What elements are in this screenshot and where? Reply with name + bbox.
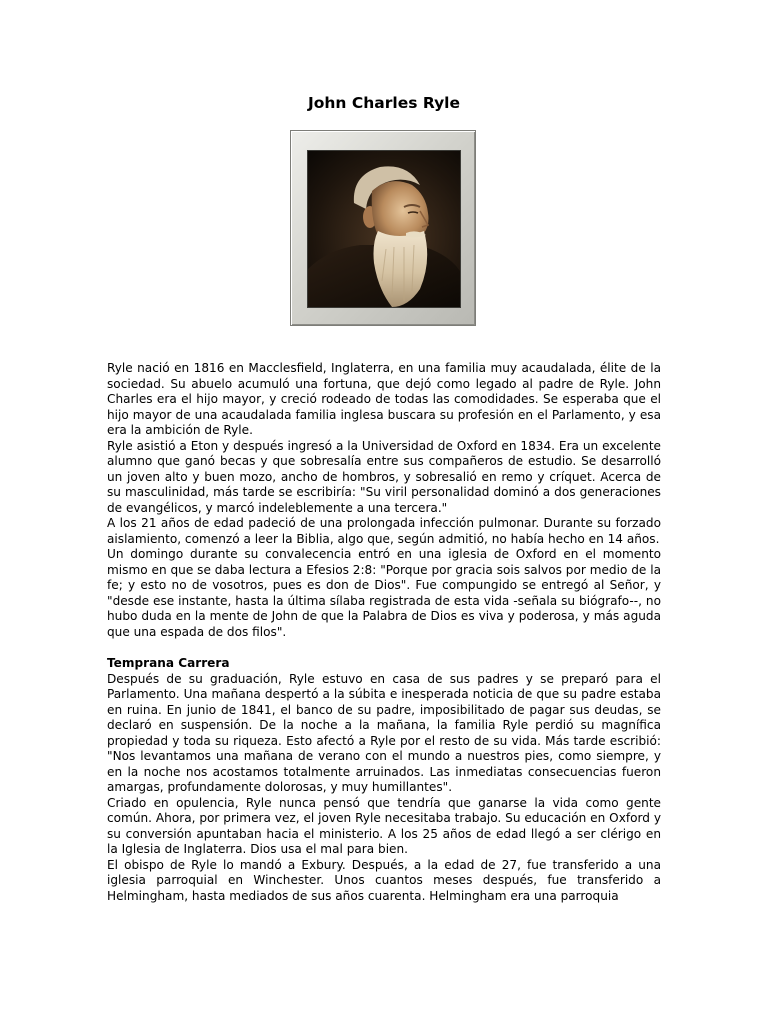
portrait-photo: [308, 151, 460, 307]
page-title: John Charles Ryle: [307, 94, 460, 112]
portrait-illustration: [308, 151, 460, 307]
section-heading: Temprana Carrera: [107, 656, 230, 670]
document-body: [107, 361, 661, 904]
paragraph-section-1: Después de su graduación, Ryle estuvo en casa de sus padres y se preparó para el Parlamento. Una mañana despertó a la súbita e inesperada noticia de que su padre estaba en ruina. En junio de 1841, el banco de su padre, imposibilitado de pagar sus deudas, se declaró en suspensión. De la noche a la mañana, la familia Ryle perdió su magnífica propiedad y toda su riqueza. Esto afectó a Ryle por el resto de su vida. Más tarde escribió: "Nos levantamos una mañana de verano con el mundo a nuestros pies, como siempre, y en la noche nos acostamos totalmente arruinados. Las inmediatas consecuencias fueron amargas, profundamente dolorosas, y muy humillantes".: [107, 671, 661, 794]
paragraph-section-2: Criado en opulencia, Ryle nunca pensó que tendría que ganarse la vida como gente común. Ahora, por primera vez, el joven Ryle necesitaba trabajo. Su educación en Oxford y su conversión apuntaban hacia el ministerio. A los 25 años de edad llegó a ser clérigo en la Iglesia de Inglaterra. Dios usa el mal para bien.: [107, 795, 661, 856]
portrait-frame: [290, 130, 476, 326]
paragraph-intro-4: Un domingo durante su convalecencia entró en una iglesia de Oxford en el momento mismo en que se daba lectura a Efesios 2:8: "Porque por gracia sois salvos por medio de la fe; y esto no de vosotros, pues es don de Dios". Fue compungido se entregó al Señor, y "desde ese instante, hasta la última sílaba registrada de esta vida -señala su biógrafo--, no hubo duda en la mente de John de que la Palabra de Dios es viva y poderosa, y más aguda que una espada de dos filos".: [107, 547, 661, 639]
paragraph-intro-1: Ryle nació en 1816 en Macclesfield, Inglaterra, en una familia muy acaudalada, élite de la sociedad. Su abuelo acumuló una fortuna, que dejó como legado al padre de Ryle. John Charles era el hijo mayor, y creció rodeado de todas las comodidades. Se esperaba que el hijo mayor de una acaudalada familia inglesa buscara su profesión en el Parlamento, y esa era la ambición de Ryle.: [107, 361, 661, 437]
paragraph-intro-2: Ryle asistió a Eton y después ingresó a la Universidad de Oxford en 1834. Era un excelente alumno que ganó becas y que sobresalía entre sus compañeros de estudio. Se desarrolló un joven alto y buen mozo, ancho de hombros, y sobresalió en remo y críquet. Acerca de su masculinidad, más tarde se escribiría: "Su viril personalidad dominó a dos generaciones de evangélicos, y marcó indeleblemente a una tercera.": [107, 438, 661, 515]
paragraph-section-3: El obispo de Ryle lo mandó a Exbury. Después, a la edad de 27, fue transferido a una iglesia parroquial en Winchester. Unos cuantos meses después, fue transferido a Helmingham, hasta mediados de sus años cuarenta. Helmingham era una parroquia: [107, 857, 661, 903]
paragraph-intro-3: A los 21 años de edad padeció de una prolongada infección pulmonar. Durante su forzado aislamiento, comenzó a leer la Biblia, algo que, según admitió, no había hecho en 14 años.: [107, 516, 661, 546]
